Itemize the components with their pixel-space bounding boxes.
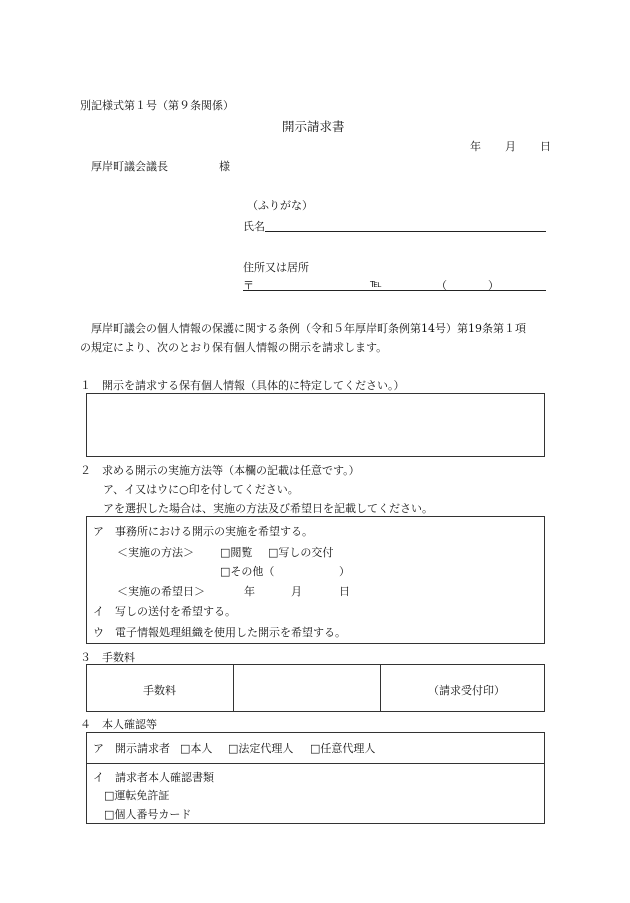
furigana-label: （ふりがな）: [247, 199, 313, 212]
form-number-label: 別記様式第１号（第９条関係）: [80, 99, 234, 112]
fee-label: 手数料: [143, 684, 176, 697]
option-u-label[interactable]: ウ 電子情報処理組織を使用した開示を希望する。: [93, 626, 346, 639]
tel-paren-close: ）: [488, 279, 499, 292]
tel-paren-open: （: [436, 279, 447, 292]
tel-mark: ℡: [370, 277, 382, 290]
honorific-label: 様: [219, 160, 230, 173]
document-title: 開示請求書: [282, 119, 345, 134]
fee-table-divider-2: [380, 664, 381, 712]
drivers-license-checkbox[interactable]: □運転免許証: [104, 789, 170, 802]
method-other-close: ）: [339, 565, 350, 578]
name-label: 氏名: [243, 220, 265, 233]
identity-row-divider: [86, 763, 545, 764]
preferred-date-day: 日: [339, 585, 350, 598]
address-underline[interactable]: [243, 290, 546, 291]
id-documents-label: イ 請求者本人確認書類: [93, 771, 214, 784]
option-a-label[interactable]: ア 事務所における開示の実施を希望する。: [93, 525, 313, 538]
intro-line-1: 厚岸町議会の個人情報の保護に関する条例（令和５年厚岸町条例第14号）第19条第１項: [91, 322, 526, 335]
requester-type-label: ア 開示請求者: [93, 742, 170, 755]
fee-table-divider-1: [233, 664, 234, 712]
date-month-label: 月: [505, 140, 516, 153]
date-day-label: 日: [540, 140, 551, 153]
section-2-note-2: アを選択した場合は、実施の方法及び希望日を記載してください。: [103, 502, 433, 515]
section-2-note-1: ア、イ又はウに○印を付してください。: [103, 483, 299, 496]
preferred-date-month: 月: [291, 585, 302, 598]
requester-self-checkbox[interactable]: □本人: [180, 742, 213, 755]
receipt-stamp-label: （請求受付印）: [428, 684, 505, 697]
preferred-date-label: ＜実施の希望日＞: [117, 585, 205, 598]
intro-line-2: の規定により、次のとおり保有個人情報の開示を請求します。: [80, 341, 388, 354]
section-1-heading: １ 開示を請求する保有個人情報（具体的に特定してください。）: [80, 379, 405, 392]
requester-legal-agent-checkbox[interactable]: □法定代理人: [228, 742, 294, 755]
date-year-label: 年: [470, 140, 481, 153]
personal-info-field[interactable]: [86, 393, 545, 457]
name-underline[interactable]: [265, 231, 546, 232]
method-copy-checkbox[interactable]: □写しの交付: [268, 546, 334, 559]
method-other-checkbox[interactable]: □その他（: [220, 565, 275, 578]
preferred-date-year: 年: [244, 585, 255, 598]
my-number-card-checkbox[interactable]: □個人番号カード: [104, 808, 192, 821]
section-4-heading: ４ 本人確認等: [80, 718, 157, 731]
option-i-label[interactable]: イ 写しの送付を希望する。: [93, 605, 236, 618]
section-3-heading: ３ 手数料: [80, 651, 135, 664]
postal-mark: 〒: [243, 279, 254, 292]
address-label: 住所又は居所: [243, 261, 309, 274]
section-2-heading: ２ 求める開示の実施方法等（本欄の記載は任意です。）: [80, 464, 360, 477]
addressee-label: 厚岸町議会議長: [91, 160, 168, 173]
method-label: ＜実施の方法＞: [117, 546, 194, 559]
method-view-checkbox[interactable]: □閲覧: [220, 546, 253, 559]
requester-voluntary-agent-checkbox[interactable]: □任意代理人: [310, 742, 376, 755]
